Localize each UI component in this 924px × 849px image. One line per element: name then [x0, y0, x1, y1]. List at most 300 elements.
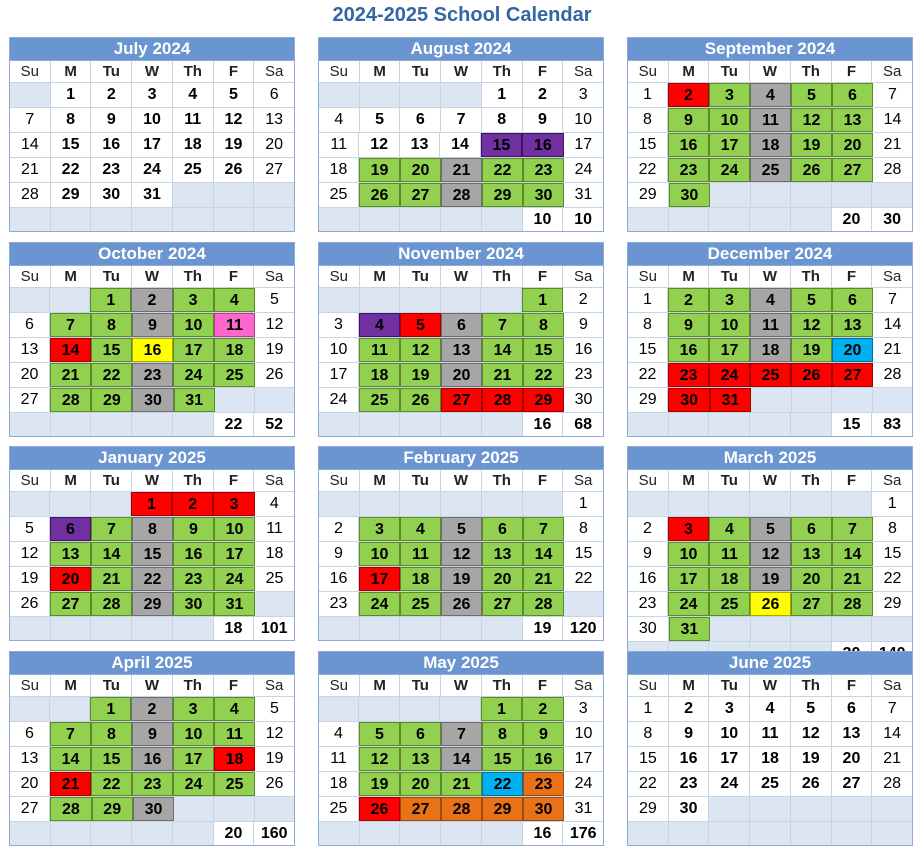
day-cell: 14 — [10, 133, 51, 157]
totals-row — [10, 821, 294, 845]
empty-cell — [628, 413, 669, 436]
totals-row — [319, 207, 603, 231]
empty-cell — [751, 183, 792, 207]
day-cell: 6 — [10, 722, 50, 746]
totals-row — [319, 616, 603, 640]
day-cell: 27 — [10, 797, 50, 821]
empty-cell — [750, 797, 791, 821]
month-block — [9, 242, 295, 437]
day-cell: 27 — [400, 183, 441, 207]
weekday-label: W — [441, 470, 482, 491]
weekday-label: W — [441, 266, 482, 287]
day-cell: 24 — [319, 388, 359, 412]
day-cell: 22 — [628, 363, 668, 387]
day-cell: 21 — [441, 158, 482, 182]
day-cell: 22 — [628, 158, 668, 182]
day-cell: 6 — [400, 108, 441, 132]
day-cell: 12 — [255, 722, 294, 746]
cumulative-day-count: 30 — [872, 208, 912, 231]
day-cell: 15 — [628, 338, 668, 362]
week-row — [10, 541, 294, 566]
day-cell: 18 — [400, 567, 441, 591]
month-day-count: 22 — [214, 413, 255, 436]
day-cell: 14 — [441, 747, 482, 771]
empty-cell — [400, 492, 441, 516]
empty-cell — [441, 822, 482, 845]
day-cell: 5 — [10, 517, 50, 541]
day-cell: 30 — [133, 797, 174, 821]
day-cell: 10 — [564, 722, 603, 746]
month-title: August 2024 — [319, 38, 603, 61]
day-cell: 31 — [564, 183, 603, 207]
day-cell: 11 — [214, 313, 255, 337]
week-row — [319, 312, 603, 337]
day-cell: 28 — [872, 772, 912, 796]
day-cell: 15 — [628, 133, 668, 157]
day-cell: 13 — [791, 542, 832, 566]
day-cell: 27 — [50, 592, 91, 616]
day-cell: 19 — [791, 338, 832, 362]
day-cell: 17 — [359, 567, 400, 591]
empty-cell — [669, 492, 710, 516]
day-cell: 27 — [441, 388, 482, 412]
empty-cell — [173, 208, 214, 231]
day-cell: 24 — [173, 363, 214, 387]
weekday-label: Su — [628, 675, 669, 696]
weekday-label: Tu — [91, 675, 132, 696]
day-cell: 22 — [873, 567, 912, 591]
day-cell: 18 — [750, 133, 791, 157]
day-cell: 1 — [90, 288, 131, 312]
week-row — [628, 107, 912, 132]
empty-cell — [832, 617, 873, 641]
weekday-label: M — [669, 61, 710, 82]
weekday-label: Sa — [872, 470, 912, 491]
weekday-label: Tu — [400, 470, 441, 491]
day-cell: 13 — [50, 542, 91, 566]
day-cell: 11 — [173, 108, 214, 132]
day-cell: 3 — [173, 288, 214, 312]
day-cell: 2 — [319, 517, 359, 541]
weekday-label: M — [360, 266, 401, 287]
week-row — [628, 82, 912, 107]
day-cell: 26 — [255, 772, 294, 796]
week-row — [628, 312, 912, 337]
day-cell: 27 — [482, 592, 523, 616]
week-row — [628, 491, 912, 516]
weekday-label: Su — [319, 61, 360, 82]
cumulative-day-count: 160 — [254, 822, 294, 845]
day-cell: 9 — [132, 722, 173, 746]
empty-cell — [791, 492, 832, 516]
empty-cell — [751, 617, 792, 641]
empty-cell — [482, 617, 523, 640]
week-row — [319, 721, 603, 746]
day-cell: 3 — [132, 83, 173, 107]
day-cell: 4 — [709, 517, 750, 541]
day-cell: 1 — [90, 697, 131, 721]
empty-cell — [628, 208, 669, 231]
day-cell: 23 — [132, 363, 173, 387]
weekday-label: W — [750, 675, 791, 696]
day-cell: 4 — [750, 83, 791, 107]
empty-cell — [710, 617, 751, 641]
day-cell: 29 — [482, 797, 523, 821]
weekday-label: W — [132, 675, 173, 696]
day-cell: 5 — [359, 722, 400, 746]
empty-cell — [709, 822, 750, 845]
day-cell: 8 — [628, 722, 669, 746]
month-day-count: 18 — [214, 617, 255, 640]
cumulative-day-count: 176 — [563, 822, 603, 845]
empty-cell — [400, 208, 441, 231]
weekday-label: M — [360, 61, 401, 82]
weekday-label: F — [214, 266, 255, 287]
week-row — [319, 591, 603, 616]
day-cell: 16 — [668, 133, 709, 157]
week-row — [628, 591, 912, 616]
day-cell: 21 — [523, 567, 564, 591]
month-title: April 2025 — [10, 652, 294, 675]
empty-cell — [91, 208, 132, 231]
week-row — [319, 387, 603, 412]
day-cell: 23 — [564, 363, 603, 387]
day-cell: 13 — [254, 108, 294, 132]
day-cell: 1 — [628, 697, 669, 721]
weekday-header-row — [10, 470, 294, 491]
day-cell: 10 — [173, 722, 214, 746]
empty-cell — [872, 797, 912, 821]
weekday-label: W — [441, 61, 482, 82]
weekday-label: Sa — [254, 61, 294, 82]
day-cell: 13 — [400, 133, 440, 157]
day-cell: 2 — [669, 697, 710, 721]
day-cell: 18 — [709, 567, 750, 591]
day-cell: 7 — [832, 517, 873, 541]
weekday-label: Tu — [709, 470, 750, 491]
empty-cell — [669, 208, 710, 231]
day-cell: 20 — [482, 567, 523, 591]
day-cell: 27 — [400, 797, 441, 821]
day-cell: 18 — [750, 338, 791, 362]
day-cell: 25 — [750, 363, 791, 387]
day-cell: 18 — [319, 158, 359, 182]
weekday-label: M — [669, 675, 710, 696]
day-cell: 19 — [359, 158, 400, 182]
weekday-label: Tu — [91, 61, 132, 82]
weekday-label: F — [523, 61, 564, 82]
day-cell: 13 — [832, 108, 873, 132]
week-row — [319, 541, 603, 566]
empty-cell — [791, 617, 832, 641]
empty-cell — [91, 413, 132, 436]
empty-cell — [791, 208, 832, 231]
empty-cell — [628, 822, 669, 845]
day-cell: 29 — [132, 592, 173, 616]
day-cell: 18 — [214, 747, 255, 771]
week-row — [628, 746, 912, 771]
week-row — [10, 516, 294, 541]
weekday-label: Su — [10, 675, 51, 696]
day-cell: 24 — [668, 592, 709, 616]
day-cell: 9 — [564, 313, 603, 337]
weekday-label: Tu — [91, 470, 132, 491]
day-cell: 2 — [91, 83, 132, 107]
empty-cell — [360, 413, 401, 436]
day-cell: 2 — [628, 517, 668, 541]
day-cell: 5 — [791, 83, 832, 107]
day-cell: 21 — [482, 363, 523, 387]
weekday-header-row — [319, 470, 603, 491]
day-cell: 7 — [873, 288, 912, 312]
weekday-header-row — [10, 266, 294, 287]
totals-row — [628, 207, 912, 231]
day-cell: 28 — [50, 388, 91, 412]
day-cell: 4 — [750, 288, 791, 312]
weekday-label: W — [132, 61, 173, 82]
empty-cell — [481, 288, 522, 312]
cumulative-day-count: 120 — [563, 617, 603, 640]
day-cell: 23 — [523, 772, 564, 796]
day-cell: 12 — [359, 747, 400, 771]
day-cell: 14 — [482, 338, 523, 362]
day-cell: 20 — [791, 567, 832, 591]
week-row — [319, 516, 603, 541]
empty-cell — [255, 592, 294, 616]
day-cell: 21 — [50, 363, 91, 387]
day-cell: 16 — [564, 338, 603, 362]
empty-cell — [319, 617, 360, 640]
day-cell: 20 — [400, 158, 441, 182]
day-cell: 3 — [709, 697, 750, 721]
weekday-label: Su — [319, 470, 360, 491]
day-cell: 19 — [400, 363, 441, 387]
week-row — [319, 746, 603, 771]
day-cell: 21 — [91, 567, 132, 591]
day-cell: 30 — [523, 797, 564, 821]
day-cell: 25 — [173, 158, 214, 182]
weekday-label: F — [523, 675, 564, 696]
day-cell: 9 — [523, 722, 564, 746]
day-cell: 17 — [173, 747, 214, 771]
weekday-label: W — [132, 470, 173, 491]
day-cell: 13 — [482, 542, 523, 566]
weekday-header-row — [319, 675, 603, 696]
day-cell: 17 — [132, 133, 173, 157]
empty-cell — [319, 492, 360, 516]
day-cell: 28 — [50, 797, 91, 821]
week-row — [10, 287, 294, 312]
day-cell: 24 — [214, 567, 255, 591]
empty-cell — [50, 697, 90, 721]
day-cell: 25 — [214, 772, 255, 796]
weekday-label: F — [523, 470, 564, 491]
day-cell: 19 — [359, 772, 400, 796]
week-row — [10, 182, 294, 207]
empty-cell — [669, 822, 710, 845]
day-cell: 31 — [214, 592, 255, 616]
month-block — [627, 37, 913, 232]
month-day-count: 20 — [214, 822, 255, 845]
day-cell: 26 — [400, 388, 441, 412]
week-row — [10, 362, 294, 387]
day-cell: 30 — [523, 183, 564, 207]
empty-cell — [750, 492, 791, 516]
day-cell: 3 — [668, 517, 709, 541]
day-cell: 18 — [173, 133, 214, 157]
empty-cell — [51, 822, 92, 845]
day-cell: 11 — [750, 722, 791, 746]
weekday-label: Tu — [709, 266, 750, 287]
day-cell: 1 — [628, 83, 668, 107]
week-row — [10, 566, 294, 591]
day-cell: 15 — [628, 747, 669, 771]
weekday-label: Sa — [254, 470, 294, 491]
day-cell: 23 — [628, 592, 668, 616]
day-cell: 22 — [523, 363, 564, 387]
day-cell: 12 — [255, 313, 294, 337]
empty-cell — [832, 183, 873, 207]
day-cell: 13 — [400, 747, 441, 771]
day-cell: 6 — [832, 288, 873, 312]
day-cell: 24 — [359, 592, 400, 616]
empty-cell — [10, 617, 51, 640]
weekday-label: F — [214, 675, 255, 696]
week-row — [628, 157, 912, 182]
day-cell: 4 — [400, 517, 441, 541]
day-cell: 9 — [173, 517, 214, 541]
month-day-count: 16 — [523, 413, 564, 436]
week-row — [628, 771, 912, 796]
weekday-label: Sa — [563, 61, 603, 82]
day-cell: 4 — [359, 313, 400, 337]
day-cell: 30 — [91, 183, 132, 207]
day-cell: 4 — [173, 83, 214, 107]
month-title: May 2025 — [319, 652, 603, 675]
empty-cell — [709, 413, 750, 436]
day-cell: 18 — [750, 747, 791, 771]
empty-cell — [360, 288, 401, 312]
day-cell: 17 — [319, 363, 359, 387]
day-cell: 19 — [10, 567, 50, 591]
day-cell: 22 — [482, 772, 523, 796]
month-block — [9, 446, 295, 641]
day-cell: 30 — [173, 592, 214, 616]
empty-cell — [10, 208, 51, 231]
day-cell: 6 — [10, 313, 50, 337]
empty-cell — [482, 413, 523, 436]
day-cell: 14 — [872, 722, 912, 746]
day-cell: 1 — [131, 492, 172, 516]
empty-cell — [173, 822, 214, 845]
day-cell: 15 — [481, 133, 522, 157]
weekday-label: Th — [173, 266, 214, 287]
empty-cell — [872, 822, 912, 845]
empty-cell — [10, 697, 50, 721]
day-cell: 10 — [319, 338, 359, 362]
weekday-label: Sa — [563, 266, 603, 287]
day-cell: 2 — [563, 288, 603, 312]
empty-cell — [832, 797, 873, 821]
day-cell: 22 — [132, 567, 173, 591]
empty-cell — [319, 697, 359, 721]
day-cell: 29 — [482, 183, 523, 207]
day-cell: 14 — [873, 108, 912, 132]
weekday-label: F — [832, 266, 873, 287]
day-cell: 17 — [564, 747, 603, 771]
weekday-header-row — [319, 61, 603, 82]
day-cell: 27 — [832, 158, 873, 182]
week-row — [319, 796, 603, 821]
day-cell: 10 — [709, 313, 750, 337]
week-row — [10, 132, 294, 157]
day-cell: 11 — [255, 517, 294, 541]
weekday-label: Sa — [254, 266, 294, 287]
empty-cell — [319, 288, 360, 312]
empty-cell — [360, 83, 401, 107]
weekday-label: Sa — [563, 675, 603, 696]
day-cell: 21 — [50, 772, 91, 796]
totals-row — [628, 412, 912, 436]
day-cell: 25 — [214, 363, 255, 387]
day-cell: 29 — [628, 183, 669, 207]
empty-cell — [50, 492, 90, 516]
weekday-header-row — [628, 266, 912, 287]
day-cell: 23 — [668, 363, 709, 387]
weekday-label: M — [360, 470, 401, 491]
week-row — [319, 182, 603, 207]
weekday-label: Th — [791, 675, 832, 696]
day-cell: 18 — [214, 338, 255, 362]
day-cell: 1 — [563, 492, 603, 516]
weekday-label: Tu — [709, 675, 750, 696]
weekday-header-row — [628, 675, 912, 696]
empty-cell — [791, 183, 832, 207]
day-cell: 3 — [173, 697, 214, 721]
weekday-label: M — [669, 266, 710, 287]
day-cell: 4 — [319, 108, 360, 132]
weekday-label: F — [832, 61, 873, 82]
week-row — [10, 387, 294, 412]
day-cell: 23 — [669, 772, 710, 796]
empty-cell — [360, 492, 401, 516]
weekday-label: Tu — [400, 61, 441, 82]
day-cell: 19 — [791, 133, 832, 157]
day-cell: 14 — [832, 542, 873, 566]
weekday-label: Tu — [400, 675, 441, 696]
day-cell: 25 — [319, 797, 359, 821]
day-cell: 12 — [400, 338, 441, 362]
empty-cell — [50, 288, 90, 312]
day-cell: 9 — [132, 313, 173, 337]
weekday-label: Th — [482, 470, 523, 491]
week-row — [319, 491, 603, 516]
day-cell: 12 — [750, 542, 791, 566]
empty-cell — [173, 617, 214, 640]
day-cell: 14 — [873, 313, 912, 337]
week-row — [628, 362, 912, 387]
weekday-label: W — [441, 675, 482, 696]
weekday-label: Tu — [91, 266, 132, 287]
month-title: October 2024 — [10, 243, 294, 266]
day-cell: 19 — [255, 747, 294, 771]
day-cell: 25 — [400, 592, 441, 616]
empty-cell — [710, 183, 751, 207]
day-cell: 3 — [564, 697, 603, 721]
day-cell: 31 — [669, 617, 711, 641]
day-cell: 12 — [791, 313, 832, 337]
month-day-count: 10 — [523, 208, 564, 231]
